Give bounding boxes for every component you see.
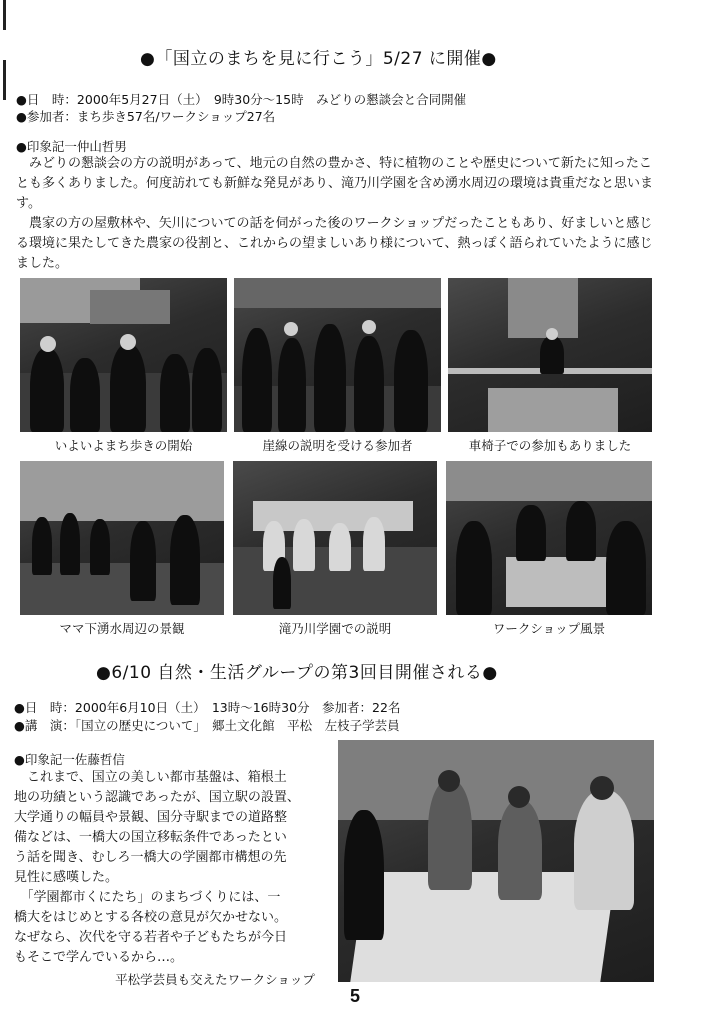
caption-cliff-explanation: 崖線の説明を受ける参加者	[262, 438, 413, 453]
section2-line: 大学通りの幅員や景観、国分寺駅までの道路整	[14, 810, 288, 825]
page-number: 5	[350, 986, 361, 1006]
section2-line: う話を聞き、むしろ一橋大の学園都市構想の先	[14, 850, 287, 865]
photo-takinogawa	[233, 461, 437, 615]
section2-line: 備などは、一橋大の国立移転条件であったとい	[14, 830, 287, 845]
section2-line: 見性に感嘆した。	[14, 870, 119, 885]
photo-hiramatsu-workshop	[338, 740, 654, 982]
section2-line: 橋大をはじめとする各校の意見が欠かせない。	[14, 910, 288, 925]
section1-title: ●「国立のまちを見に行こう」5/27 に開催●	[140, 49, 497, 69]
caption-walk-start: いよいよまち歩きの開始	[54, 438, 193, 453]
caption-mamashita-spring: ママ下湧水周辺の景観	[59, 621, 185, 636]
photo-cliff-explanation	[234, 278, 441, 432]
margin-mark	[3, 60, 6, 100]
caption-workshop-scene: ワークショップ風景	[492, 621, 606, 636]
photo-workshop-scene	[446, 461, 652, 615]
photo-wheelchair	[448, 278, 652, 432]
section1-impression-heading: ●印象記一仲山哲男	[16, 139, 127, 154]
section1-body	[16, 154, 656, 274]
section2-line: なぜなら、次代を守る若者や子どもたちが今日	[14, 930, 288, 945]
photo-mamashita-spring	[20, 461, 224, 615]
section1-paragraph: 農家の方の屋敷林や、矢川についての話を伺がった後のワークショップだったこともあり、好ましいと感じる環境に果たしてきた農家の役割と、これからの望ましいあり様について、熱っぽく語られていたように感じました。	[16, 216, 653, 271]
section1-paragraph: みどりの懇談会の方の説明があって、地元の自然の豊かさ、特に植物のことや歴史について新たに知ったことも多くありました。何度訪れても新鮮な発見があり、滝乃川学園を含め湧水周辺の環境は貴重だなと思います。	[16, 156, 654, 211]
section2-date-line: ●日 時：2000年6月10日（土） 13時～16時30分 参加者：22名	[14, 700, 401, 715]
section2-impression-heading: ●印象記一佐藤哲信	[14, 752, 125, 767]
caption-wheelchair: 車椅子での参加もありました	[468, 438, 632, 453]
section2-line: 「学園都市くにたち」のまちづくりには、一	[14, 890, 281, 905]
section2-lecture-line: ●講 演：「国立の歴史について」 郷土文化館 平松 左枝子学芸員	[14, 718, 400, 733]
caption-hiramatsu-workshop: 平松学芸員も交えたワークショップ	[115, 972, 315, 987]
section2-line: 地の功績という認識であったが、国立駅の設置、	[14, 790, 300, 805]
section1-participants-line: ●参加者：まち歩き57名/ワークショップ27名	[16, 109, 276, 124]
margin-mark	[3, 0, 6, 30]
caption-takinogawa: 滝乃川学園での説明	[278, 621, 392, 636]
section2-title: ●6/10 自然・生活グループの第3回目開催される●	[96, 663, 498, 683]
section1-date-line: ●日 時：2000年5月27日（土） 9時30分～15時 みどりの懇談会と合同開催	[16, 92, 467, 107]
section2-body	[14, 768, 332, 968]
photo-walk-start	[20, 278, 227, 432]
section2-line: これまで、国立の美しい都市基盤は、箱根土	[14, 770, 287, 785]
section2-line: もそこで学んでいるから…。	[14, 950, 184, 965]
